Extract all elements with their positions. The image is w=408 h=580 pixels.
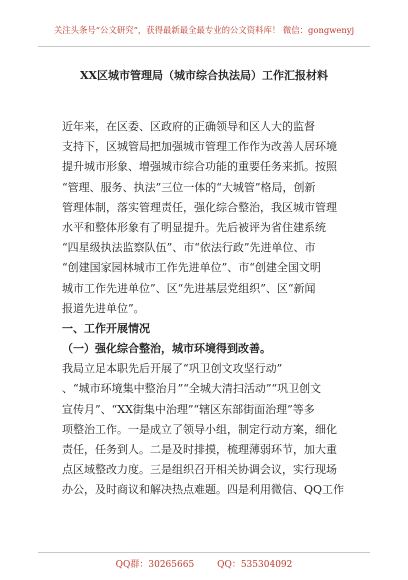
paragraph-line: “创建国家园林城市工作先进单位”、市“创建全国文明: [62, 261, 321, 275]
paragraph-line: 提升城市形象、增强城市综合功能的重要任务来抓。按照: [62, 160, 337, 174]
document-body: [62, 117, 362, 501]
header-divider: [38, 46, 370, 47]
paragraph-line: 项整治工作。一是成立了领导小组，制定行动方案，细化: [62, 422, 337, 436]
paragraph-line: 支持下，区城管局把加强城市管理工作作为改善人居环境: [62, 140, 337, 154]
paragraph-line: 城市工作先进单位”、区“先进基层党组织”、区“新闻: [62, 281, 316, 295]
paragraph-line: 报道先进单位”。: [62, 301, 145, 315]
qq-group-number: QQ群：30265665: [115, 560, 195, 570]
paragraph-line: 水平和整体形象有了明显提升。先后被评为省住建系统: [62, 220, 326, 234]
promo-header: 关注头条号“公文研究”，获得最新最全最专业的公文资料库！ 微信：gongwenyj: [53, 25, 355, 35]
subsection-heading: （一）强化综合整治，城市环境得到改善。: [62, 342, 271, 356]
paragraph-line: 近年来，在区委、区政府的正确领导和区人大的监督: [62, 120, 315, 133]
footer-divider: [38, 552, 370, 553]
document-title: XX区城市管理局（城市综合执法局）工作汇报材料: [79, 69, 329, 82]
paragraph-line: 办公，及时商议和解决热点难题。四是利用微信、QQ工作: [62, 483, 345, 497]
paragraph-line: 管理体制，落实管理责任，强化综合整治，我区城市管理: [62, 200, 337, 214]
paragraph-line: 、“城市环境集中整治月”“全城大清扫活动”“巩卫创文: [62, 382, 322, 396]
paragraph-line: 点区域整改力度。三是组织召开相关协调会议，实行现场: [62, 463, 337, 477]
paragraph-line: 我局立足本职先后开展了“巩卫创文攻坚行动”: [62, 362, 283, 376]
paragraph-line: “管理、服务、执法”三位一体的“大城管”格局，创新: [62, 180, 316, 194]
qq-number: QQ：535304092: [217, 560, 293, 570]
contact-footer: [38, 557, 370, 570]
section-heading: 一、工作开展情况: [62, 321, 150, 335]
paragraph-line: “四星级执法监察队伍”、市“依法行政”先进单位、市: [62, 241, 316, 255]
paragraph-line: 责任，任务到人。二是及时排摸，梳理薄弱环节，加大重: [62, 443, 337, 456]
paragraph-line: 宣传月”、“XX街集中治理”“辖区东部街面治理”等多: [62, 402, 315, 416]
